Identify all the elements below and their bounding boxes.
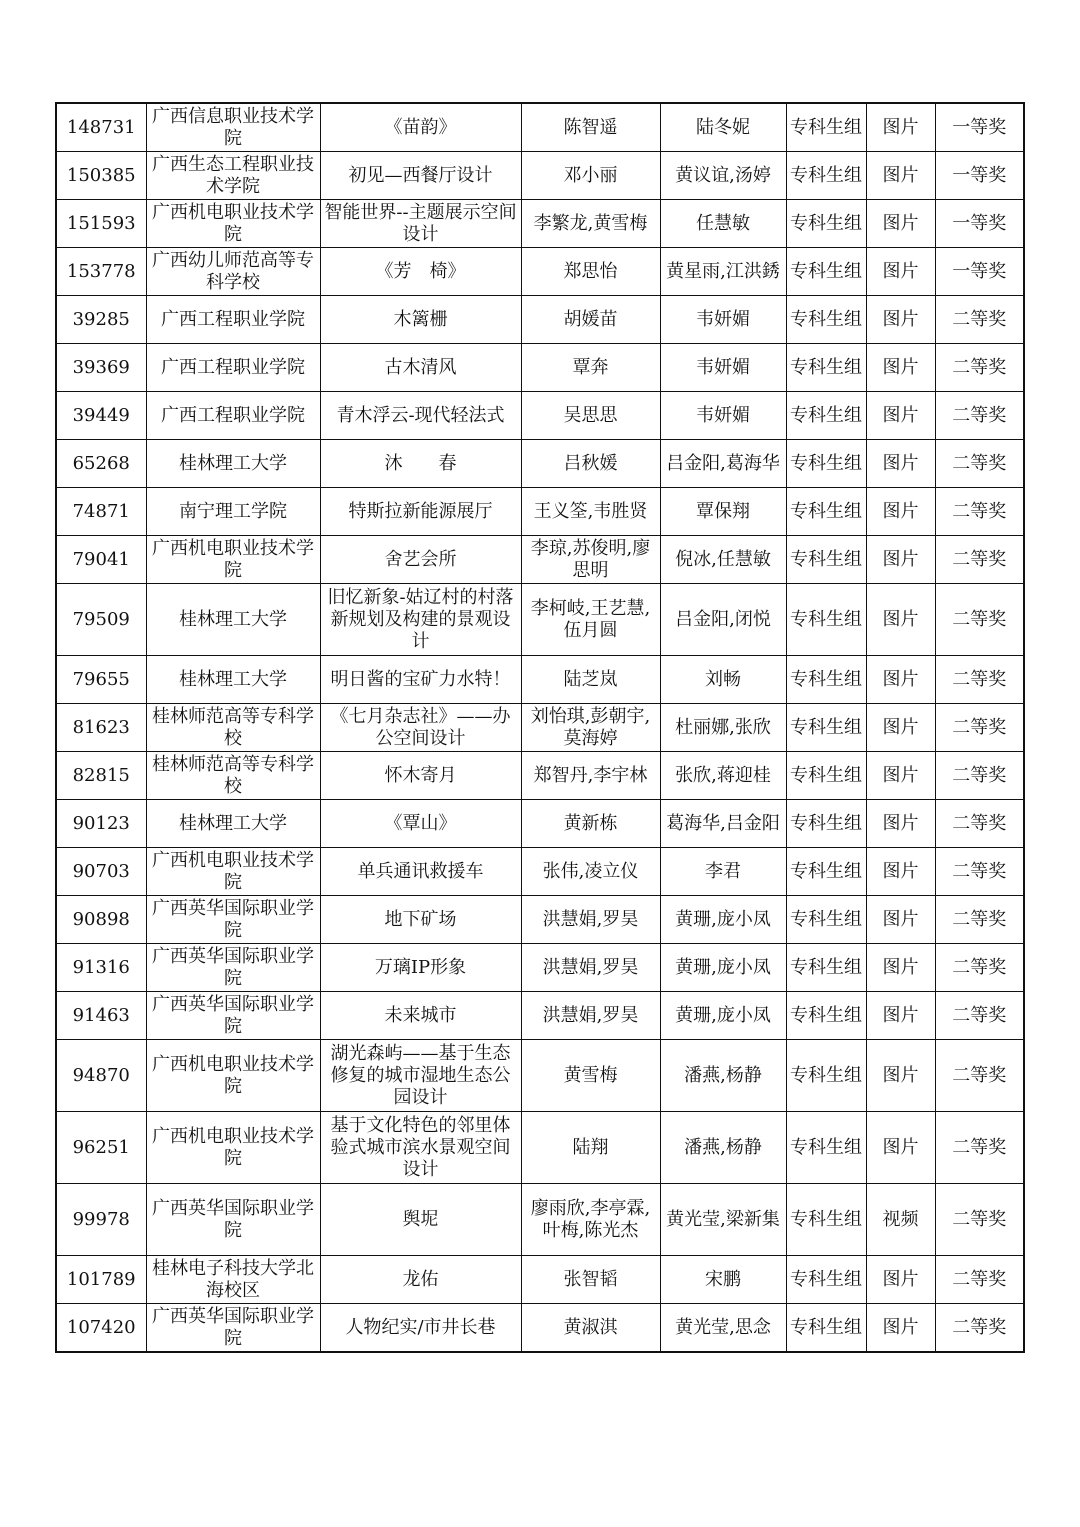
work-type-cell: 图片 [866,1304,935,1353]
school-cell: 桂林理工大学 [146,656,320,704]
work-title-cell: 怀木寄月 [320,752,521,800]
work-type-cell: 图片 [866,392,935,440]
award-cell: 二等奖 [935,944,1024,992]
authors-cell: 黄新栋 [521,800,660,848]
work-type-cell: 视频 [866,1184,935,1256]
award-cell: 一等奖 [935,103,1024,152]
work-type-cell: 图片 [866,944,935,992]
advisors-cell: 黄珊,庞小凤 [660,944,786,992]
work-title-cell: 《苗韵》 [320,103,521,152]
award-cell: 二等奖 [935,344,1024,392]
authors-cell: 洪慧娟,罗昊 [521,896,660,944]
award-cell: 二等奖 [935,584,1024,656]
table-row [56,152,1024,200]
school-cell: 桂林师范高等专科学校 [146,752,320,800]
group-cell: 专科生组 [786,1304,866,1353]
school-cell: 桂林师范高等专科学校 [146,704,320,752]
table-row [56,704,1024,752]
award-table [55,102,1025,1353]
work-type-cell: 图片 [866,584,935,656]
entry-id-cell: 101789 [56,1256,146,1304]
advisors-cell: 黄光莹,梁新集 [660,1184,786,1256]
advisors-cell: 韦妍媚 [660,344,786,392]
group-cell: 专科生组 [786,584,866,656]
school-cell: 广西工程职业学院 [146,296,320,344]
table-row [56,584,1024,656]
award-cell: 一等奖 [935,248,1024,296]
authors-cell: 李繁龙,黄雪梅 [521,200,660,248]
work-title-cell: 旧忆新象-姑辽村的村落新规划及构建的景观设计 [320,584,521,656]
award-cell: 二等奖 [935,1184,1024,1256]
work-title-cell: 万璃IP形象 [320,944,521,992]
award-cell: 二等奖 [935,440,1024,488]
school-cell: 南宁理工学院 [146,488,320,536]
work-type-cell: 图片 [866,752,935,800]
award-cell: 二等奖 [935,1040,1024,1112]
work-type-cell: 图片 [866,152,935,200]
school-cell: 广西幼儿师范高等专科学校 [146,248,320,296]
group-cell: 专科生组 [786,656,866,704]
advisors-cell: 黄珊,庞小凤 [660,992,786,1040]
table-row [56,344,1024,392]
school-cell: 广西信息职业技术学院 [146,103,320,152]
authors-cell: 胡媛苗 [521,296,660,344]
authors-cell: 刘怡琪,彭朝宇,莫海婷 [521,704,660,752]
entry-id-cell: 148731 [56,103,146,152]
entry-id-cell: 82815 [56,752,146,800]
award-cell: 二等奖 [935,896,1024,944]
group-cell: 专科生组 [786,1256,866,1304]
work-title-cell: 初见—西餐厅设计 [320,152,521,200]
work-type-cell: 图片 [866,440,935,488]
group-cell: 专科生组 [786,488,866,536]
advisors-cell: 杜丽娜,张欣 [660,704,786,752]
authors-cell: 陆翔 [521,1112,660,1184]
award-cell: 二等奖 [935,992,1024,1040]
entry-id-cell: 39285 [56,296,146,344]
authors-cell: 黄雪梅 [521,1040,660,1112]
school-cell: 广西英华国际职业学院 [146,1184,320,1256]
advisors-cell: 陆冬妮 [660,103,786,152]
work-type-cell: 图片 [866,848,935,896]
authors-cell: 陆芝岚 [521,656,660,704]
work-title-cell: 地下矿场 [320,896,521,944]
work-title-cell: 古木清风 [320,344,521,392]
work-title-cell: 基于文化特色的邻里体验式城市滨水景观空间设计 [320,1112,521,1184]
entry-id-cell: 151593 [56,200,146,248]
school-cell: 桂林理工大学 [146,800,320,848]
award-cell: 二等奖 [935,848,1024,896]
entry-id-cell: 79509 [56,584,146,656]
authors-cell: 廖雨欣,李亭霖,叶梅,陈光杰 [521,1184,660,1256]
work-type-cell: 图片 [866,800,935,848]
group-cell: 专科生组 [786,103,866,152]
award-cell: 二等奖 [935,704,1024,752]
work-type-cell: 图片 [866,103,935,152]
table-row [56,656,1024,704]
entry-id-cell: 90898 [56,896,146,944]
authors-cell: 吴思思 [521,392,660,440]
advisors-cell: 李君 [660,848,786,896]
authors-cell: 王义筌,韦胜贤 [521,488,660,536]
group-cell: 专科生组 [786,440,866,488]
group-cell: 专科生组 [786,992,866,1040]
advisors-cell: 刘畅 [660,656,786,704]
authors-cell: 张伟,凌立仪 [521,848,660,896]
award-table-body [56,103,1024,1352]
award-cell: 一等奖 [935,200,1024,248]
work-title-cell: 未来城市 [320,992,521,1040]
table-row [56,296,1024,344]
advisors-cell: 吕金阳,葛海华 [660,440,786,488]
work-title-cell: 智能世界--主题展示空间设计 [320,200,521,248]
advisors-cell: 葛海华,吕金阳 [660,800,786,848]
work-title-cell: 舆坭 [320,1184,521,1256]
work-title-cell: 木篱栅 [320,296,521,344]
work-type-cell: 图片 [866,1112,935,1184]
work-title-cell: 沐 春 [320,440,521,488]
entry-id-cell: 99978 [56,1184,146,1256]
work-title-cell: 龙佑 [320,1256,521,1304]
group-cell: 专科生组 [786,1112,866,1184]
school-cell: 广西英华国际职业学院 [146,944,320,992]
entry-id-cell: 79041 [56,536,146,584]
school-cell: 广西英华国际职业学院 [146,896,320,944]
advisors-cell: 黄星雨,江洪銹 [660,248,786,296]
group-cell: 专科生组 [786,752,866,800]
advisors-cell: 潘燕,杨静 [660,1040,786,1112]
school-cell: 广西生态工程职业技术学院 [146,152,320,200]
table-row [56,248,1024,296]
work-type-cell: 图片 [866,488,935,536]
authors-cell: 郑智丹,李宇林 [521,752,660,800]
work-type-cell: 图片 [866,704,935,752]
school-cell: 桂林理工大学 [146,440,320,488]
entry-id-cell: 153778 [56,248,146,296]
table-row [56,992,1024,1040]
group-cell: 专科生组 [786,704,866,752]
work-type-cell: 图片 [866,200,935,248]
advisors-cell: 潘燕,杨静 [660,1112,786,1184]
entry-id-cell: 74871 [56,488,146,536]
group-cell: 专科生组 [786,392,866,440]
award-cell: 二等奖 [935,536,1024,584]
authors-cell: 陈智遥 [521,103,660,152]
work-title-cell: 湖光森屿——基于生态修复的城市湿地生态公园设计 [320,1040,521,1112]
school-cell: 广西机电职业技术学院 [146,1112,320,1184]
table-row [56,200,1024,248]
entry-id-cell: 91316 [56,944,146,992]
award-cell: 二等奖 [935,488,1024,536]
table-row [56,800,1024,848]
work-title-cell: 人物纪实/市井长巷 [320,1304,521,1353]
authors-cell: 李柯岐,王艺慧,伍月圆 [521,584,660,656]
authors-cell: 郑思怡 [521,248,660,296]
table-row [56,848,1024,896]
work-type-cell: 图片 [866,1256,935,1304]
entry-id-cell: 65268 [56,440,146,488]
award-cell: 一等奖 [935,152,1024,200]
advisors-cell: 宋鹏 [660,1256,786,1304]
authors-cell: 黄淑淇 [521,1304,660,1353]
work-type-cell: 图片 [866,296,935,344]
group-cell: 专科生组 [786,896,866,944]
entry-id-cell: 39369 [56,344,146,392]
award-cell: 二等奖 [935,1304,1024,1353]
table-row [56,392,1024,440]
entry-id-cell: 96251 [56,1112,146,1184]
school-cell: 桂林电子科技大学北海校区 [146,1256,320,1304]
table-row [56,896,1024,944]
work-type-cell: 图片 [866,248,935,296]
table-row [56,536,1024,584]
award-cell: 二等奖 [935,656,1024,704]
school-cell: 广西工程职业学院 [146,344,320,392]
table-row [56,1256,1024,1304]
table-row [56,1304,1024,1353]
table-row [56,1112,1024,1184]
advisors-cell: 韦妍媚 [660,296,786,344]
authors-cell: 洪慧娟,罗昊 [521,992,660,1040]
group-cell: 专科生组 [786,248,866,296]
work-title-cell: 单兵通讯救援车 [320,848,521,896]
work-type-cell: 图片 [866,656,935,704]
group-cell: 专科生组 [786,536,866,584]
work-type-cell: 图片 [866,344,935,392]
authors-cell: 张智韬 [521,1256,660,1304]
authors-cell: 覃奔 [521,344,660,392]
advisors-cell: 黄珊,庞小凤 [660,896,786,944]
authors-cell: 李琼,苏俊明,廖思明 [521,536,660,584]
work-title-cell: 特斯拉新能源展厅 [320,488,521,536]
work-title-cell: 《芳 椅》 [320,248,521,296]
award-cell: 二等奖 [935,296,1024,344]
table-row [56,440,1024,488]
table-row [56,1184,1024,1256]
group-cell: 专科生组 [786,344,866,392]
entry-id-cell: 107420 [56,1304,146,1353]
authors-cell: 洪慧娟,罗昊 [521,944,660,992]
school-cell: 广西机电职业技术学院 [146,848,320,896]
work-type-cell: 图片 [866,536,935,584]
school-cell: 桂林理工大学 [146,584,320,656]
entry-id-cell: 39449 [56,392,146,440]
work-title-cell: 舍艺会所 [320,536,521,584]
advisors-cell: 张欣,蒋迎桂 [660,752,786,800]
work-type-cell: 图片 [866,1040,935,1112]
group-cell: 专科生组 [786,1040,866,1112]
authors-cell: 邓小丽 [521,152,660,200]
entry-id-cell: 81623 [56,704,146,752]
entry-id-cell: 91463 [56,992,146,1040]
school-cell: 广西机电职业技术学院 [146,1040,320,1112]
advisors-cell: 任慧敏 [660,200,786,248]
group-cell: 专科生组 [786,800,866,848]
group-cell: 专科生组 [786,848,866,896]
group-cell: 专科生组 [786,152,866,200]
table-row [56,103,1024,152]
entry-id-cell: 94870 [56,1040,146,1112]
school-cell: 广西英华国际职业学院 [146,992,320,1040]
table-row [56,1040,1024,1112]
work-title-cell: 明日酱的宝矿力水特！ [320,656,521,704]
school-cell: 广西机电职业技术学院 [146,536,320,584]
award-cell: 二等奖 [935,1256,1024,1304]
advisors-cell: 韦妍媚 [660,392,786,440]
award-cell: 二等奖 [935,392,1024,440]
group-cell: 专科生组 [786,944,866,992]
work-title-cell: 青木浮云-现代轻法式 [320,392,521,440]
entry-id-cell: 79655 [56,656,146,704]
table-row [56,488,1024,536]
school-cell: 广西机电职业技术学院 [146,200,320,248]
advisors-cell: 覃保翔 [660,488,786,536]
work-title-cell: 《七月杂志社》——办公空间设计 [320,704,521,752]
advisors-cell: 吕金阳,闭悦 [660,584,786,656]
work-title-cell: 《覃山》 [320,800,521,848]
school-cell: 广西英华国际职业学院 [146,1304,320,1353]
group-cell: 专科生组 [786,200,866,248]
entry-id-cell: 90703 [56,848,146,896]
group-cell: 专科生组 [786,296,866,344]
award-cell: 二等奖 [935,752,1024,800]
advisors-cell: 黄议谊,汤婷 [660,152,786,200]
work-type-cell: 图片 [866,992,935,1040]
entry-id-cell: 150385 [56,152,146,200]
table-row [56,944,1024,992]
advisors-cell: 倪冰,任慧敏 [660,536,786,584]
award-cell: 二等奖 [935,1112,1024,1184]
authors-cell: 吕秋媛 [521,440,660,488]
table-row [56,752,1024,800]
advisors-cell: 黄光莹,思念 [660,1304,786,1353]
school-cell: 广西工程职业学院 [146,392,320,440]
award-cell: 二等奖 [935,800,1024,848]
work-type-cell: 图片 [866,896,935,944]
group-cell: 专科生组 [786,1184,866,1256]
entry-id-cell: 90123 [56,800,146,848]
